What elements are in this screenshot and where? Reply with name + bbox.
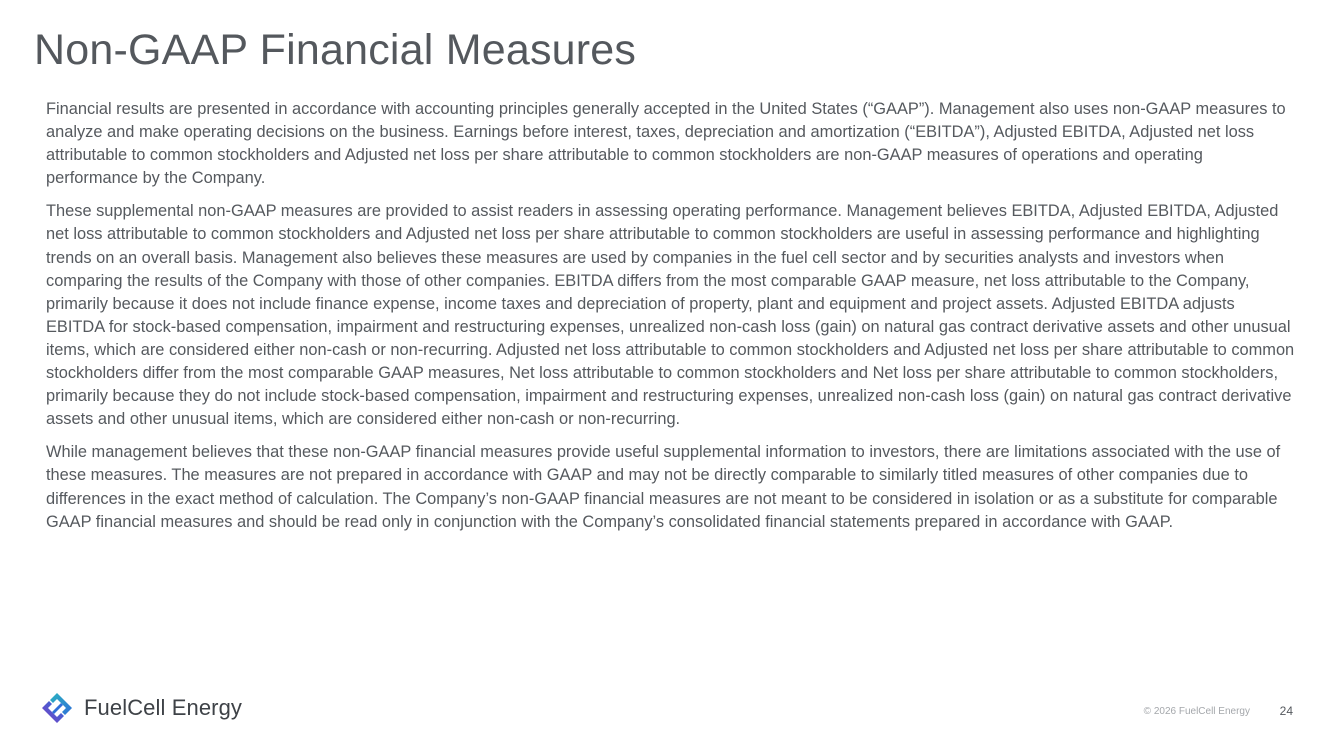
paragraph-intro: Financial results are presented in accordance with accounting principles generally accepted in the United States (“GAAP”). Management also uses non-GAAP measures to analyze and make operating decisions on the business. Earnings before interest, taxes, depreciation and amortization (“EBITDA”), Adjusted EBITDA, Adjusted net loss attributable to common stockholders and Adjusted net loss per share attributable to common stockholders are non-GAAP measures of operations and operating performance by the Company. [46,100,1286,188]
page-title: Non-GAAP Financial Measures [34,26,637,74]
body-text [46,98,1296,544]
page-number: 24 [1279,704,1293,718]
paragraph-supplemental-measures: These supplemental non-GAAP measures are provided to assist readers in assessing operating performance. Management believes EBITDA, Adjusted EBITDA, Adjusted net loss attributable to common stockholders and Adjusted net loss per share attributable to common stockholders are useful in assessing performance and highlighting trends on an overall basis. Management also believes these measures are used by companies in the fuel cell sector and by securities analysts and investors when comparing the results of the Company with those of other companies. EBITDA differs from the most comparable GAAP measure, net loss attributable to the Company, primarily because it does not include finance expense, income taxes and depreciation of property, plant and equipment and project assets. Adjusted EBITDA adjusts EBITDA for stock-based compensation, impairment and restructuring expenses, unrealized non-cash loss (gain) on natural gas contract derivative assets and other unusual items, which are considered either non-cash or non-recurring. Adjusted net loss attributable to common stockholders and Adjusted net loss per share attributable to common stockholders differ from the most comparable GAAP measures, Net loss attributable to common stockholders and Net loss per share attributable to common stockholders, primarily because they do not include stock-based compensation, impairment and restructuring expenses, unrealized non-cash loss (gain) on natural gas contract derivative assets and other unusual items, which are considered either non-cash or non-recurring. [46,202,1295,429]
footer [0,680,1333,740]
company-logo [40,690,242,726]
paragraph-limitations: While management believes that these non-GAAP financial measures provide useful supplemental information to investors, there are limitations associated with the use of these measures. The measures are not prepared in accordance with GAAP and may not be directly comparable to similarly titled measures of other companies due to differences in the exact method of calculation. The Company’s non-GAAP financial measures are not meant to be considered in isolation or as a substitute for comparable GAAP financial measures and should be read only in conjunction with the Company’s consolidated financial statements prepared in accordance with GAAP. [46,443,1281,531]
fuelcell-diamond-logo-icon [40,691,74,725]
copyright-text: © 2026 FuelCell Energy [1143,706,1250,717]
logo-wordmark: FuelCell Energy [84,695,243,720]
